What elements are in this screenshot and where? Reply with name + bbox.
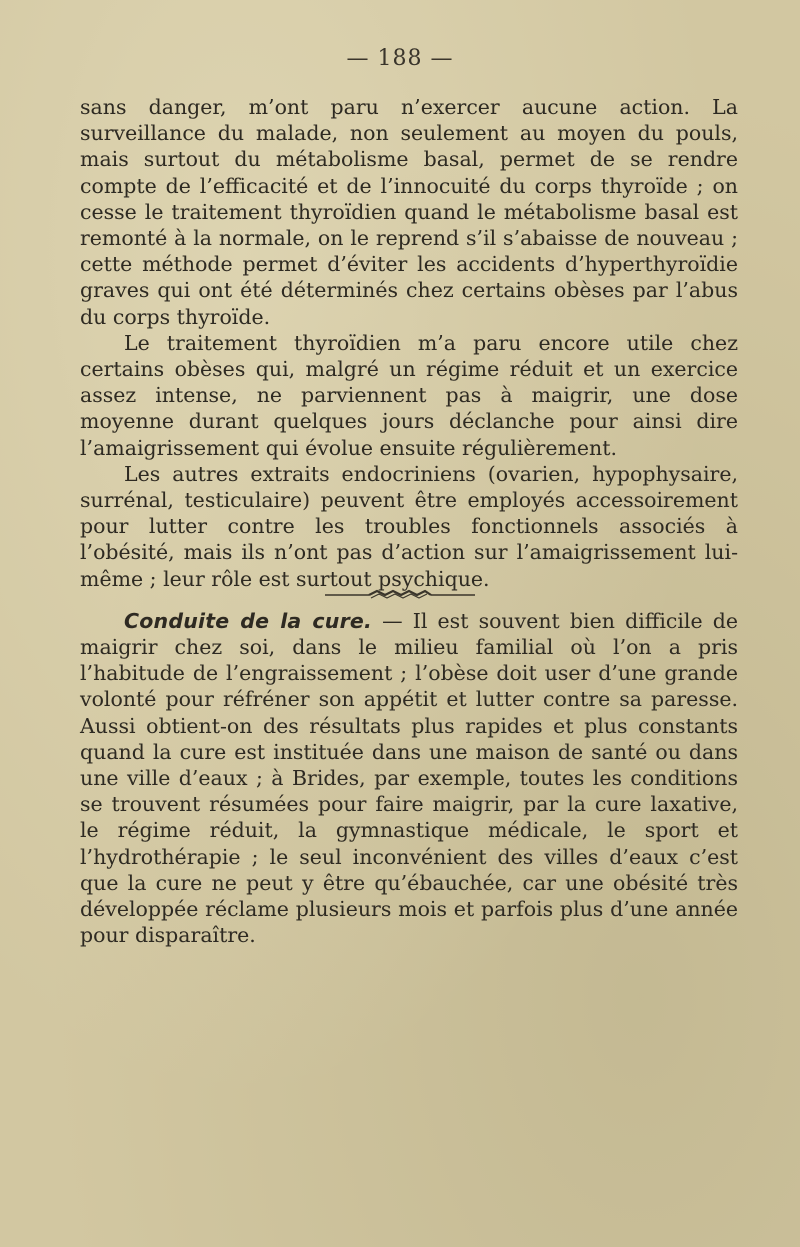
paragraph-1: sans danger, m’ont paru n’exercer aucune action. La surveillance du malade, non seulement au moyen du pouls, mais surtout du métabolisme basal, permet de se rendre compte de l’efficacité et de l’innocuité du corps thyroïde ; on cesse le traitement thyroïdien quand le métabolisme basal est remonté à la normale, on le reprend s’il s’abaisse de nouveau ; cette méthode permet d’éviter les accidents d’hyperthyroïdie graves qui ont été déterminés chez certains obèses par l’abus du corps thyroïde. — [80, 95, 738, 329]
body-text — [80, 94, 738, 949]
decorative-rule-icon — [325, 588, 475, 602]
paragraph-3: Les autres extraits endocriniens (ovarien, hypophysaire, surrénal, testiculaire) peuvent être employés accessoirement pour lutter contre les troubles fonctionnels associés à l’obésité, mais ils n’ont pas d’action sur l’amaigrissement lui-même ; leur rôle est surtout psychique. — [80, 461, 738, 591]
paragraph-4 — [80, 608, 738, 949]
paragraph-2: Le traitement thyroïdien m’a paru encore utile chez certains obèses qui, malgré un régime réduit et un exercice assez intense, ne parviennent pas à maigrir, une dose moyenne durant quelques jours déclanche pour ainsi dire l’amaigrissement qui évolue ensuite régulièrement. — [80, 330, 738, 460]
page-number: — 188 — — [346, 46, 454, 71]
section-heading: Conduite de la cure. — [124, 608, 372, 633]
paragraph-4-text: — Il est souvent bien difficile de maigrir chez soi, dans le milieu familial où l’on a pris l’habitude de l’engraissement ; l’obèse doit user d’une grande volonté pour réfréner son appétit et lutter contre sa paresse. Aussi obtient-on des résultats plus rapides et plus constants quand la cure est instituée dans une maison de santé ou dans une ville d’eaux ; à Brides, par exemple, toutes les conditions se trouvent résumées pour faire maigrir, par la cure laxative, le régime réduit, la gymnastique médicale, le sport et l’hydrothérapie ; le seul inconvénient des villes d’eaux c’est que la cure ne peut y être qu’ébauchée, car une obésité très développée réclame plusieurs mois et parfois plus d’une année pour disparaître. — [80, 608, 738, 948]
